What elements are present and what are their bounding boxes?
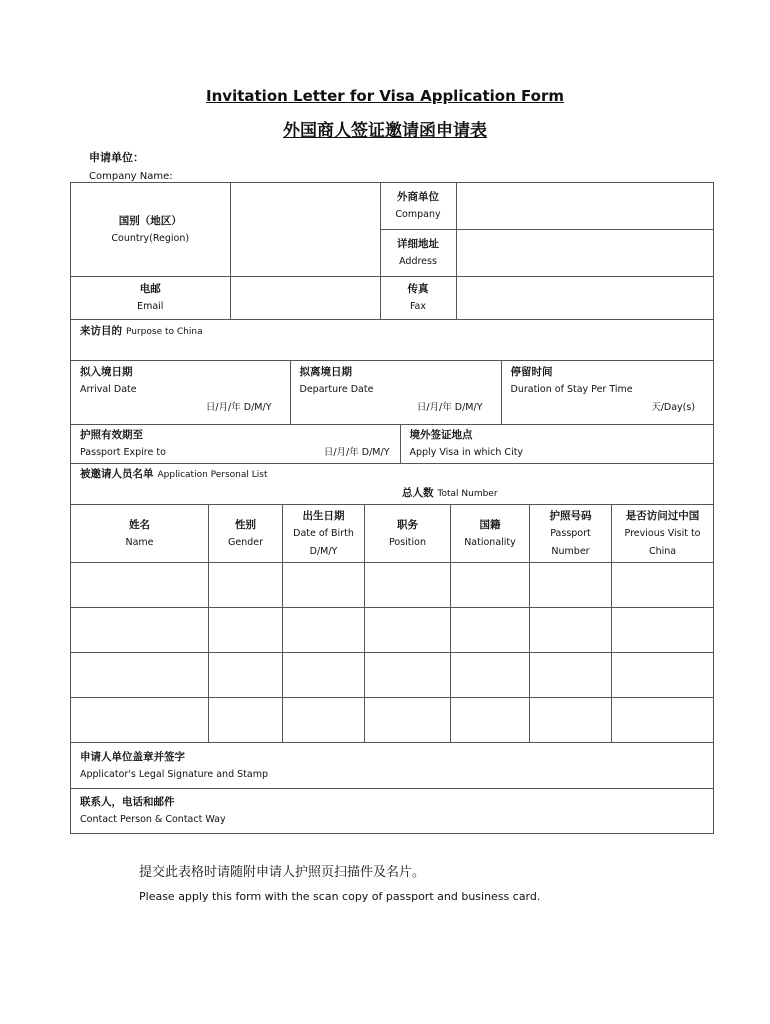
table-cell[interactable]	[612, 608, 714, 653]
table-cell[interactable]	[209, 698, 283, 743]
table-cell[interactable]	[365, 698, 451, 743]
table-cell[interactable]	[71, 608, 209, 653]
table-cell[interactable]	[365, 653, 451, 698]
country-input[interactable]	[230, 183, 380, 276]
col-nationality: 国籍 Nationality	[451, 505, 530, 563]
table-cell[interactable]	[451, 608, 530, 653]
table-cell[interactable]	[530, 563, 612, 608]
table-cell[interactable]	[530, 653, 612, 698]
foreign-company-label: 外商单位 Company	[380, 183, 456, 229]
table-cell[interactable]	[451, 563, 530, 608]
note-zh: 提交此表格时请随附申请人护照页扫描件及名片。	[139, 865, 426, 880]
contact-field[interactable]: 联系人，电话和邮件 Contact Person & Contact Way	[71, 789, 714, 834]
form-title-en: Invitation Letter for Visa Application Form	[206, 87, 564, 105]
table-cell[interactable]	[530, 698, 612, 743]
table-row	[71, 608, 714, 653]
form-title-zh: 外国商人签证邀请函申请表	[283, 121, 487, 141]
col-dob: 出生日期 Date of Birth D/M/Y	[283, 505, 365, 563]
table-cell[interactable]	[209, 653, 283, 698]
stay-duration-field[interactable]: 停留时间 Duration of Stay Per Time 天/Day(s)	[510, 366, 696, 413]
table-row	[71, 563, 714, 608]
table-cell[interactable]	[71, 698, 209, 743]
table-cell[interactable]	[612, 698, 714, 743]
invitee-table-header	[71, 505, 714, 563]
col-gender: 性别 Gender	[209, 505, 283, 563]
passport-expiry-field[interactable]: 护照有效期至 Passport Expire to 日/月/年 D/M/Y	[71, 425, 400, 463]
table-cell[interactable]	[365, 608, 451, 653]
table-cell[interactable]	[530, 608, 612, 653]
email-input[interactable]	[230, 277, 380, 319]
table-cell[interactable]	[612, 563, 714, 608]
col-name: 姓名 Name	[71, 505, 209, 563]
address-input[interactable]	[456, 229, 713, 276]
application-form-table	[70, 182, 714, 834]
company-label-zh: 申请单位：	[89, 151, 144, 164]
table-cell[interactable]	[451, 698, 530, 743]
address-label: 详细地址 Address	[380, 229, 456, 276]
table-cell[interactable]	[451, 653, 530, 698]
signature-field[interactable]: 申请人单位盖章并签字 Applicator's Legal Signature and Stamp	[71, 743, 714, 789]
col-previous-visit: 是否访问过中国 Previous Visit to China	[612, 505, 714, 563]
email-label: 电邮 Email	[71, 277, 230, 319]
table-row	[71, 653, 714, 698]
company-label-en: Company Name:	[89, 171, 173, 182]
visa-city-field[interactable]: 境外签证地点 Apply Visa in which City	[409, 429, 524, 458]
table-cell[interactable]	[209, 563, 283, 608]
table-cell[interactable]	[71, 653, 209, 698]
table-cell[interactable]	[612, 653, 714, 698]
arrival-date-field[interactable]: 拟入境日期 Arrival Date 日/月/年 D/M/Y	[71, 361, 290, 424]
foreign-company-input[interactable]	[456, 183, 713, 229]
invitee-list-header: 被邀请人员名单 Application Personal List 总人数 Total Number	[71, 464, 714, 505]
table-cell[interactable]	[283, 653, 365, 698]
table-cell[interactable]	[365, 563, 451, 608]
col-position: 职务 Position	[365, 505, 451, 563]
table-cell[interactable]	[283, 608, 365, 653]
note-en: Please apply this form with the scan copy of passport and business card.	[139, 890, 541, 903]
table-cell[interactable]	[209, 608, 283, 653]
table-cell[interactable]	[283, 698, 365, 743]
purpose-field[interactable]: 来访目的 Purpose to China	[71, 320, 714, 361]
company-name-label	[89, 148, 173, 186]
table-cell[interactable]	[71, 563, 209, 608]
fax-label: 传真 Fax	[380, 277, 456, 319]
col-passport-number: 护照号码 Passport Number	[530, 505, 612, 563]
departure-date-field[interactable]: 拟离境日期 Departure Date 日/月/年 D/M/Y	[290, 361, 501, 424]
table-cell[interactable]	[283, 563, 365, 608]
country-label: 国别（地区） Country(Region)	[71, 183, 230, 276]
fax-input[interactable]	[456, 277, 713, 319]
table-row	[71, 698, 714, 743]
